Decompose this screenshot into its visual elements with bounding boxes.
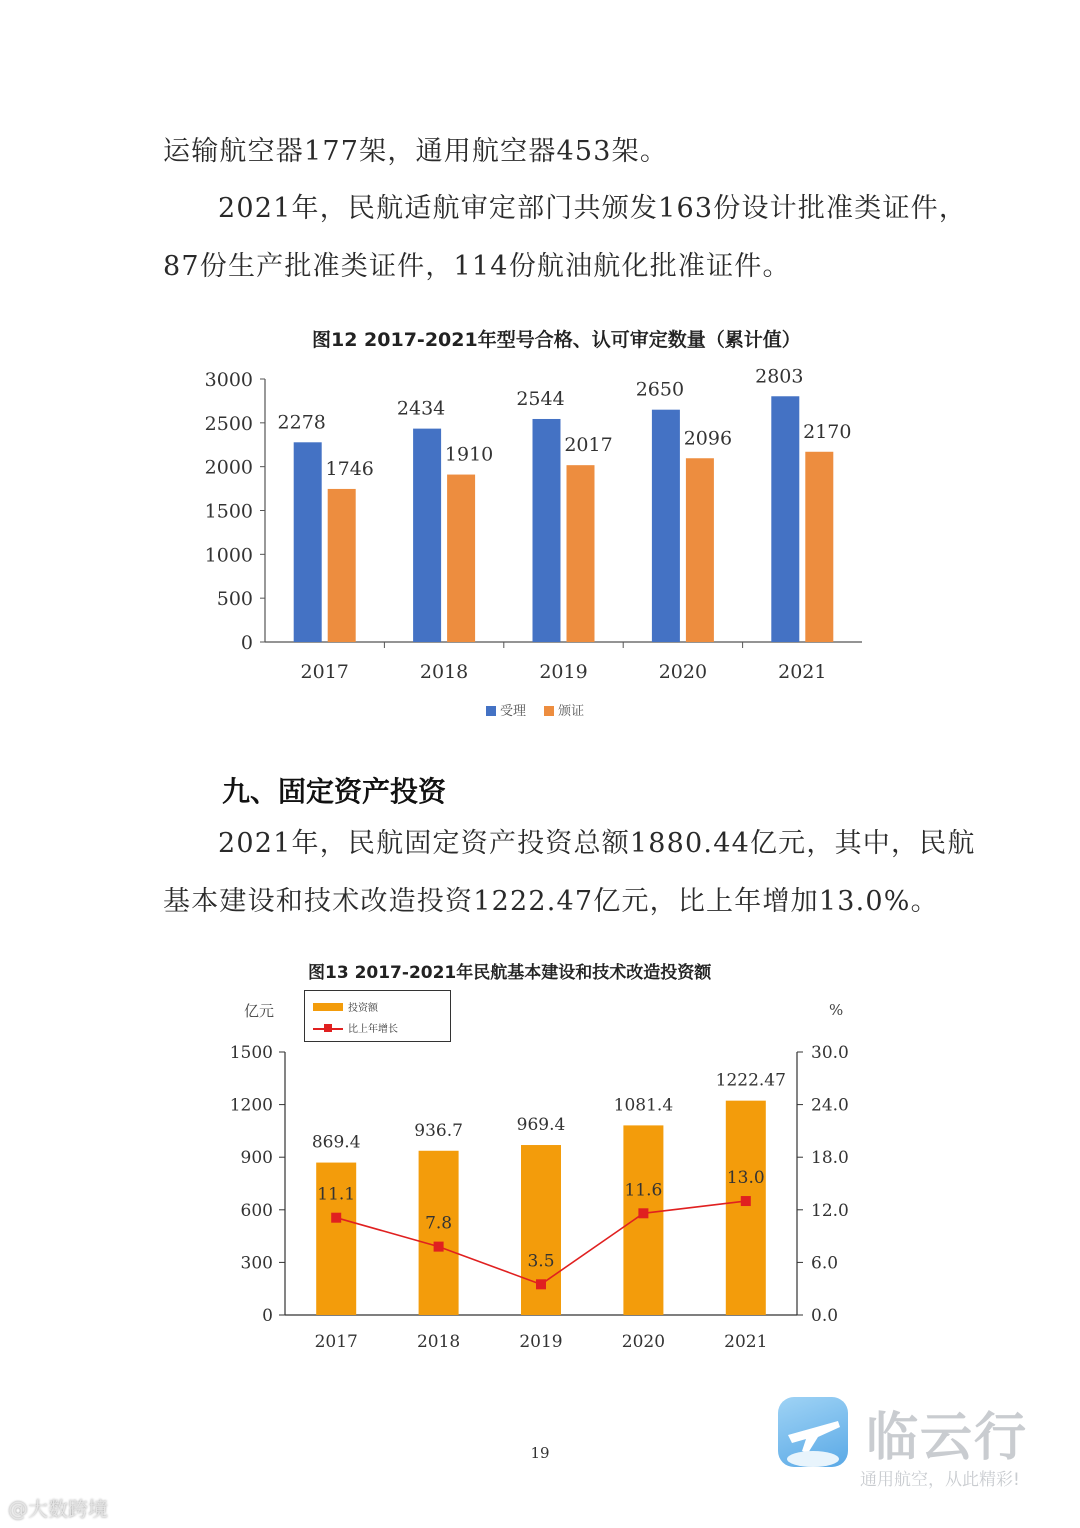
- y2-tick-label: 30.0: [811, 1043, 849, 1063]
- line-data-label: 7.8: [425, 1213, 453, 1234]
- data-label: 2650: [635, 378, 685, 401]
- line-data-label: 11.6: [624, 1180, 663, 1201]
- data-label: 1910: [444, 443, 494, 466]
- paragraph-line: 2021年，民航适航审定部门共颁发163份设计批准类证件，: [218, 193, 968, 224]
- y-tick-label: 1000: [204, 544, 253, 567]
- y-tick-label: 2000: [204, 456, 253, 479]
- data-label: 2544: [516, 387, 565, 410]
- line-data-label: 3.5: [527, 1251, 555, 1272]
- brand-logo: [778, 1395, 1058, 1505]
- x-tick-label: 2018: [416, 1332, 461, 1352]
- paragraph-line: 2021年，民航固定资产投资总额1880.44亿元，其中，民航: [218, 828, 976, 859]
- x-tick-label: 2020: [658, 661, 708, 683]
- y2-tick-label: 24.0: [811, 1095, 849, 1116]
- y-tick-label: 500: [216, 588, 253, 611]
- x-tick-label: 2021: [724, 1332, 768, 1352]
- data-label: 869.4: [311, 1132, 361, 1153]
- legend-label: 比上年增长: [348, 1024, 398, 1035]
- page-number: 19: [530, 1444, 550, 1462]
- section-heading: 九、固定资产投资: [222, 775, 447, 808]
- x-tick-label: 2019: [539, 661, 588, 683]
- paragraph-line: 运输航空器177架，通用航空器453架。: [163, 136, 669, 167]
- airplane-logo-icon: [778, 1397, 848, 1467]
- line-marker: [638, 1208, 648, 1218]
- y2-tick-label: 18.0: [811, 1148, 849, 1169]
- data-label: 1746: [325, 457, 374, 480]
- y-tick-label: 2500: [204, 412, 253, 435]
- line-data-label: 13.0: [726, 1168, 765, 1189]
- line-marker: [536, 1279, 546, 1289]
- y-tick-label: 900: [240, 1148, 273, 1169]
- chart-legend: [304, 990, 451, 1042]
- data-label: 2017: [564, 434, 613, 457]
- y-tick-label: 0: [240, 632, 253, 654]
- legend-label: 颁证: [558, 704, 585, 719]
- legend-swatch-investment: [313, 1003, 343, 1011]
- line-marker: [434, 1242, 444, 1252]
- x-tick-label: 2021: [778, 661, 827, 683]
- bar: [726, 1101, 766, 1315]
- y2-tick-label: 6.0: [811, 1253, 839, 1274]
- data-label: 2096: [683, 427, 733, 450]
- x-tick-label: 2020: [621, 1332, 666, 1352]
- line-marker: [331, 1213, 341, 1223]
- chart-title: 图12 2017-2021年型号合格、认可审定数量（累计值）: [312, 329, 801, 351]
- data-label: 936.7: [414, 1120, 463, 1141]
- data-label: 1081.4: [613, 1095, 674, 1116]
- data-label: 2278: [277, 411, 326, 434]
- x-tick-label: 2019: [519, 1332, 563, 1352]
- line-data-label: 11.1: [317, 1184, 356, 1205]
- legend-label: 投资额: [348, 1003, 378, 1014]
- logo-name: 临云行: [866, 1408, 1029, 1468]
- y-tick-label: 300: [240, 1253, 273, 1274]
- paragraph-line: 基本建设和技术改造投资1222.47亿元，比上年增加13.0%。: [163, 886, 939, 917]
- y-tick-label: 0: [262, 1306, 273, 1326]
- paragraph-line: 87份生产批准类证件，114份航油航化批准证件。: [163, 251, 791, 282]
- legend-label: 受理: [500, 704, 527, 719]
- bar: [521, 1145, 561, 1315]
- data-label: 969.4: [516, 1115, 566, 1136]
- y2-axis-title: %: [829, 1001, 844, 1019]
- y-tick-label: 600: [240, 1200, 273, 1221]
- x-tick-label: 2017: [300, 661, 349, 683]
- x-tick-label: 2017: [314, 1332, 358, 1352]
- y-tick-label: 1500: [204, 500, 253, 523]
- y-tick-label: 1500: [229, 1043, 273, 1063]
- data-label: 1222.47: [715, 1070, 786, 1091]
- y-axis-title: 亿元: [244, 1002, 275, 1020]
- chart-title: 图13 2017-2021年民航基本建设和技术改造投资额: [308, 963, 712, 983]
- y2-tick-label: 0.0: [811, 1306, 839, 1326]
- x-tick-label: 2018: [419, 661, 469, 683]
- y-tick-label: 1200: [229, 1095, 273, 1116]
- data-label: 2434: [396, 397, 446, 420]
- y2-tick-label: 12.0: [811, 1200, 849, 1221]
- line-marker: [741, 1196, 751, 1206]
- data-label: 2803: [755, 365, 804, 388]
- bar: [623, 1125, 663, 1315]
- y-tick-label: 3000: [204, 369, 253, 391]
- logo-slogan: 通用航空，从此精彩!: [860, 1470, 1020, 1490]
- data-label: 2170: [803, 420, 852, 443]
- legend-swatch-growth: [313, 1023, 343, 1033]
- watermark: @大数跨境: [8, 1497, 108, 1521]
